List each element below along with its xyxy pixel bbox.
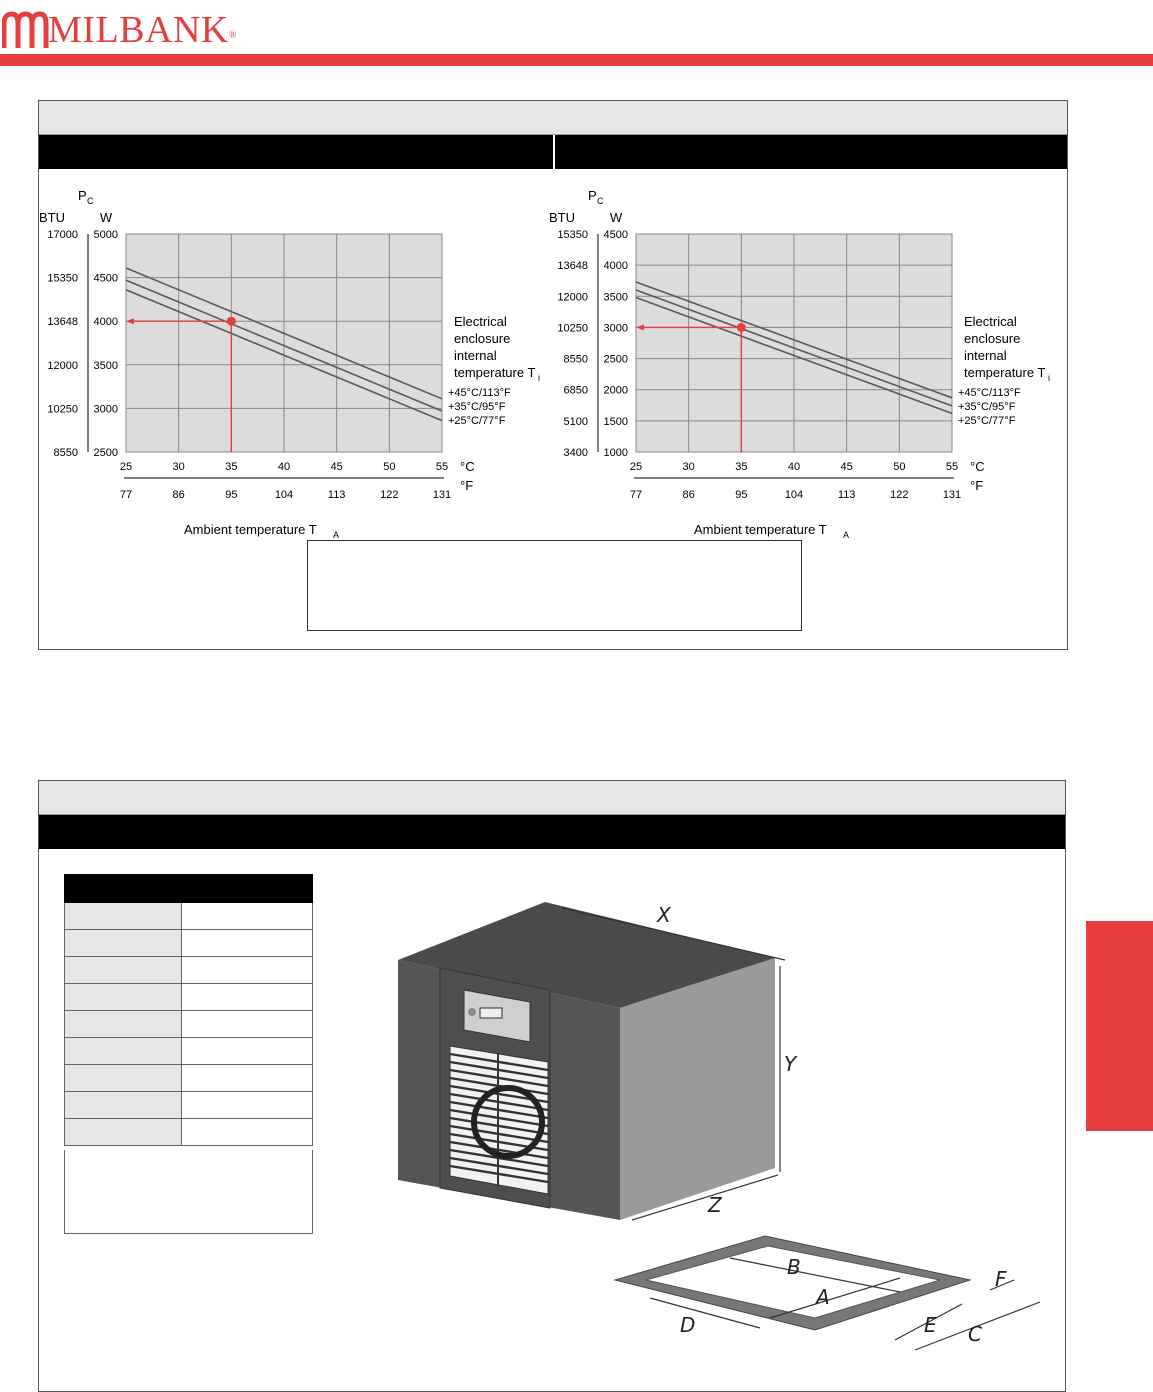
x-unit-c: °C xyxy=(970,459,985,474)
x-tick-label-f: 95 xyxy=(735,489,748,501)
y-axis-label: P xyxy=(78,188,87,203)
table-cell xyxy=(65,903,182,930)
table-cell xyxy=(182,1119,313,1146)
control-knob-icon xyxy=(468,1008,476,1016)
y-tick-label-w: 2500 xyxy=(603,353,628,366)
y-tick-label-btu: 15350 xyxy=(557,229,588,241)
milbank-logo xyxy=(2,8,242,51)
x-tick-label-c: 35 xyxy=(225,461,238,473)
y-tick-label-w: 2000 xyxy=(603,384,628,397)
table-cell xyxy=(182,1011,313,1038)
table-cell xyxy=(65,1092,182,1119)
y-tick-label-btu: 12000 xyxy=(47,359,78,372)
legend-title-line: Electrical xyxy=(454,314,507,329)
y-unit-w: W xyxy=(99,210,113,225)
table-cell xyxy=(65,957,182,984)
legend-title-line: enclosure xyxy=(964,331,1021,346)
table-row xyxy=(65,930,313,957)
fan-grille-icon xyxy=(450,1046,548,1194)
performance-left-header xyxy=(39,135,553,169)
x-tick-label-f: 104 xyxy=(274,489,294,501)
legend-title-line: enclosure xyxy=(454,331,511,346)
y-tick-label-w: 1000 xyxy=(603,447,628,459)
y-tick-label-btu: 3400 xyxy=(563,447,588,459)
x-unit-f: °F xyxy=(460,478,474,493)
table-row xyxy=(65,1011,313,1038)
y-tick-label-w: 1500 xyxy=(603,415,628,428)
x-tick-label-f: 122 xyxy=(380,489,399,501)
cooling-capacity-chart-left xyxy=(40,180,580,540)
table-cell xyxy=(65,1011,182,1038)
y-unit-btu: BTU xyxy=(549,210,575,225)
y-tick-label-btu: 13648 xyxy=(557,260,588,273)
y-tick-label-btu: 17000 xyxy=(47,229,78,241)
x-tick-label-f: 113 xyxy=(837,489,856,501)
table-header-row xyxy=(65,875,313,903)
y-tick-label-w: 5000 xyxy=(93,229,118,241)
dimension-label-d: D xyxy=(680,1313,696,1337)
x-axis-label: Ambient temperature T xyxy=(184,522,317,537)
y-axis-label-sub: C xyxy=(87,196,94,206)
table-row xyxy=(65,1119,313,1146)
marker-point xyxy=(227,317,236,326)
y-unit-btu: BTU xyxy=(39,210,65,225)
y-tick-label-btu: 10250 xyxy=(557,322,588,335)
table-cell xyxy=(65,1065,182,1092)
y-axis-label: P xyxy=(588,188,597,203)
logo-mark-icon xyxy=(2,10,50,50)
y-tick-label-btu: 12000 xyxy=(557,291,588,304)
y-tick-label-btu: 6850 xyxy=(563,384,588,397)
series-label: +25°C/77°F xyxy=(958,415,1016,427)
x-axis-label-sub: A xyxy=(843,530,850,540)
x-axis-label: Ambient temperature T xyxy=(694,522,827,537)
dimension-label-y: Y xyxy=(784,1052,797,1076)
x-tick-label-c: 45 xyxy=(840,461,853,473)
legend-title-line: temperature T xyxy=(964,365,1046,380)
legend-title-line: Electrical xyxy=(964,314,1017,329)
table-row xyxy=(65,984,313,1011)
table-row xyxy=(65,957,313,984)
header-red-bar xyxy=(0,54,1153,66)
table-cell xyxy=(182,1092,313,1119)
dimension-table-note xyxy=(64,1150,313,1234)
performance-panel-header xyxy=(39,101,1067,135)
legend-title-line: internal xyxy=(964,348,1007,363)
dimension-label-e: E xyxy=(924,1313,937,1337)
x-tick-label-c: 35 xyxy=(735,461,748,473)
x-unit-c: °C xyxy=(460,459,475,474)
dimensions-panel-header xyxy=(39,781,1065,815)
table-row xyxy=(65,1038,313,1065)
dimension-label-a: A xyxy=(816,1285,830,1309)
table-row xyxy=(65,1065,313,1092)
x-tick-label-c: 30 xyxy=(172,461,185,473)
y-tick-label-w: 3000 xyxy=(603,322,628,335)
display-screen xyxy=(480,1008,502,1018)
x-tick-label-f: 86 xyxy=(682,489,695,501)
table-cell xyxy=(65,1119,182,1146)
y-tick-label-btu: 8550 xyxy=(563,353,588,366)
table-cell xyxy=(182,957,313,984)
y-tick-label-w: 4500 xyxy=(603,229,628,241)
x-tick-label-f: 113 xyxy=(327,489,346,501)
y-tick-label-btu: 5100 xyxy=(563,415,588,428)
y-tick-label-w: 3500 xyxy=(603,291,628,304)
series-label: +45°C/113°F xyxy=(448,387,511,399)
dimension-label-b: B xyxy=(787,1255,801,1279)
series-label: +35°C/95°F xyxy=(448,401,506,413)
x-tick-label-c: 50 xyxy=(893,461,906,473)
brand-name: MILBANK xyxy=(48,9,229,51)
x-tick-label-f: 95 xyxy=(225,489,238,501)
table-cell xyxy=(182,984,313,1011)
x-tick-label-c: 25 xyxy=(629,461,643,473)
x-tick-label-c: 40 xyxy=(787,461,801,473)
table-header-cell xyxy=(182,875,313,903)
x-axis-label-sub: A xyxy=(333,530,340,540)
dimensions-subheader xyxy=(39,815,1065,849)
table-cell xyxy=(182,1038,313,1065)
table-row xyxy=(65,1092,313,1119)
table-row xyxy=(65,903,313,930)
x-tick-label-f: 131 xyxy=(942,489,962,501)
y-tick-label-btu: 15350 xyxy=(47,272,78,285)
side-section-tab xyxy=(1086,921,1153,1131)
y-tick-label-w: 4500 xyxy=(93,272,118,285)
table-cell xyxy=(65,930,182,957)
x-tick-label-f: 122 xyxy=(890,489,909,501)
marker-point xyxy=(737,323,746,332)
dimension-label-c: C xyxy=(968,1322,982,1346)
air-conditioner-illustration xyxy=(380,890,820,1230)
x-tick-label-c: 55 xyxy=(435,461,449,473)
x-unit-f: °F xyxy=(970,478,984,493)
dimension-table xyxy=(64,874,313,1146)
y-tick-label-btu: 10250 xyxy=(47,403,78,416)
legend-title-line: internal xyxy=(454,348,497,363)
series-label: +45°C/113°F xyxy=(958,387,1021,399)
table-header-cell xyxy=(65,875,182,903)
x-tick-label-c: 45 xyxy=(330,461,343,473)
series-label: +25°C/77°F xyxy=(448,415,506,427)
legend-title-line: temperature T xyxy=(454,365,536,380)
series-label: +35°C/95°F xyxy=(958,401,1016,413)
cooling-capacity-chart-right xyxy=(550,180,1090,540)
dimension-label-z: Z xyxy=(708,1193,722,1217)
table-cell xyxy=(182,1065,313,1092)
x-tick-label-f: 77 xyxy=(629,489,643,501)
y-tick-label-w: 4000 xyxy=(603,260,628,273)
legend-title-sub: i xyxy=(538,373,540,383)
performance-right-header xyxy=(555,135,1067,169)
table-cell xyxy=(65,984,182,1011)
table-cell xyxy=(182,903,313,930)
x-tick-label-c: 25 xyxy=(119,461,133,473)
y-axis-label-sub: C xyxy=(597,196,604,206)
x-tick-label-f: 86 xyxy=(172,489,185,501)
x-tick-label-c: 40 xyxy=(277,461,291,473)
gasket-illustration xyxy=(610,1232,1050,1352)
registered-mark: ® xyxy=(228,30,237,41)
x-tick-label-f: 131 xyxy=(432,489,452,501)
dimension-label-f: F xyxy=(995,1267,1007,1291)
note-box xyxy=(307,540,802,631)
y-tick-label-w: 2500 xyxy=(93,447,118,459)
table-cell xyxy=(182,930,313,957)
y-tick-label-btu: 8550 xyxy=(53,447,78,459)
y-tick-label-w: 4000 xyxy=(93,316,118,329)
x-tick-label-f: 104 xyxy=(784,489,804,501)
legend-title-sub: i xyxy=(1048,373,1050,383)
table-cell xyxy=(65,1038,182,1065)
x-tick-label-f: 77 xyxy=(119,489,133,501)
x-tick-label-c: 30 xyxy=(682,461,695,473)
x-tick-label-c: 55 xyxy=(945,461,959,473)
dimension-label-x: X xyxy=(657,903,671,927)
y-tick-label-w: 3500 xyxy=(93,359,118,372)
y-tick-label-btu: 13648 xyxy=(47,316,78,329)
x-tick-label-c: 50 xyxy=(383,461,396,473)
y-tick-label-w: 3000 xyxy=(93,403,118,416)
y-unit-w: W xyxy=(609,210,623,225)
